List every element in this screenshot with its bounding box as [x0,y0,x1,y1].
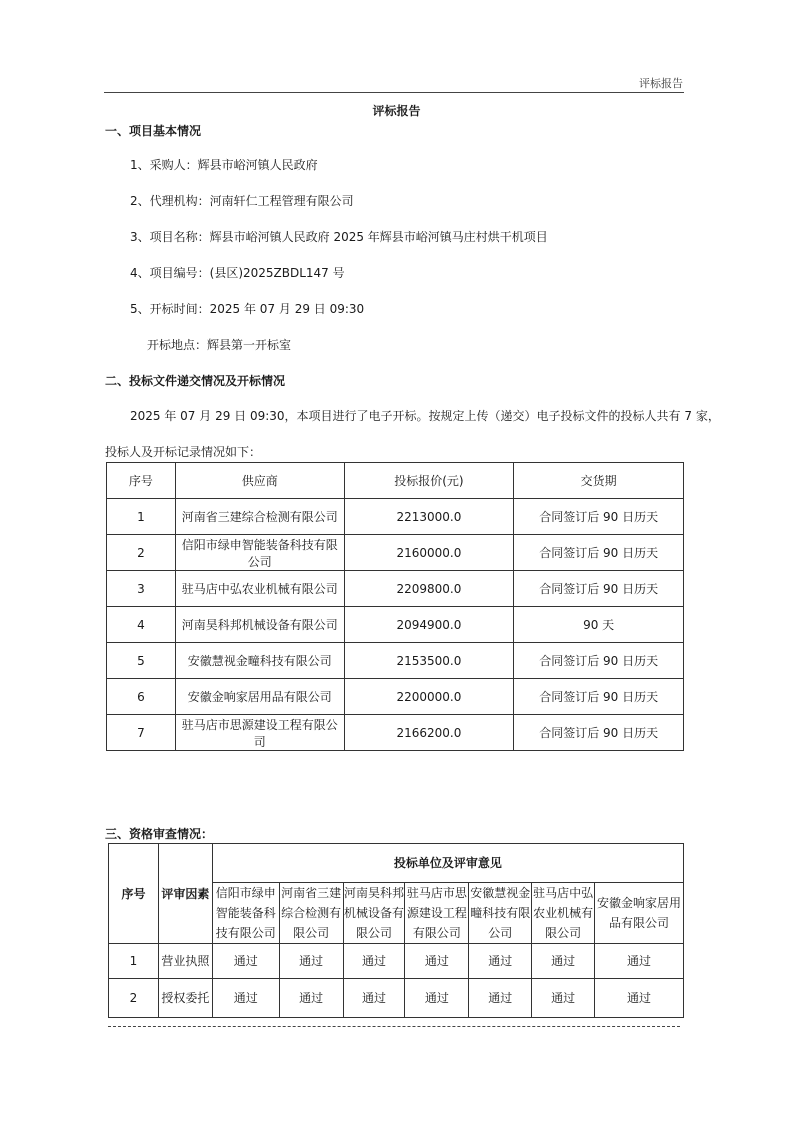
bidder-header: 驻马店中弘农业机械有限公司 [532,883,595,944]
table-row [107,499,684,535]
cell-seq: 1 [107,499,176,535]
table-row [107,643,684,679]
bidder-header: 安徽慧视金疃科技有限公司 [469,883,532,944]
cell-delivery: 合同签订后 90 日历天 [514,715,684,751]
cell-supplier: 驻马店市思源建设工程有限公司 [175,715,344,751]
cell-result: 通过 [469,944,532,979]
cell-delivery: 合同签订后 90 日历天 [514,535,684,571]
cell-result: 通过 [595,979,684,1018]
table-row [107,715,684,751]
section2-heading: 二、投标文件递交情况及开标情况 [105,374,286,388]
header-divider [104,92,684,93]
col-group-header-bidders: 投标单位及评审意见 [212,844,683,883]
agency-line: 2、代理机构：河南轩仁工程管理有限公司 [130,194,354,208]
opening-time-line: 5、开标时间：2025 年 07 月 29 日 09:30 [130,302,365,316]
cell-supplier: 安徽慧视金疃科技有限公司 [175,643,344,679]
cell-result: 通过 [343,944,405,979]
table-header-row [109,844,684,883]
col-header-price: 投标报价(元) [344,463,514,499]
table-row [107,571,684,607]
table-header-row [107,463,684,499]
table-row [107,607,684,643]
col-header-supplier: 供应商 [175,463,344,499]
purchaser-line: 1、采购人：辉县市峪河镇人民政府 [130,158,318,172]
cell-supplier: 信阳市绿申智能装备科技有限公司 [175,535,344,571]
project-number-line: 4、项目编号：(县区)2025ZBDL147 号 [130,266,345,280]
cell-supplier: 安徽金响家居用品有限公司 [175,679,344,715]
cell-seq: 5 [107,643,176,679]
cell-delivery: 合同签订后 90 日历天 [514,643,684,679]
col-header-seq: 序号 [107,463,176,499]
cell-result: 通过 [212,979,279,1018]
cell-price: 2160000.0 [344,535,514,571]
table-row [107,535,684,571]
section2-paragraph: 2025 年 07 月 29 日 09:30，本项目进行了电子开标。按规定上传（递交）电子投标文件的投标人共有 7 家， [130,409,720,423]
table-row [109,944,684,979]
bidder-header: 河南昊科邦机械设备有限公司 [343,883,405,944]
cell-result: 通过 [532,944,595,979]
cell-seq: 1 [109,944,159,979]
cell-result: 通过 [595,944,684,979]
section2-paragraph-continued: 投标人及开标记录情况如下： [105,445,262,459]
qualification-review-table [108,843,684,1018]
col-header-delivery: 交货期 [514,463,684,499]
cell-delivery: 合同签订后 90 日历天 [514,499,684,535]
cell-seq: 2 [107,535,176,571]
bidder-header: 河南省三建综合检测有限公司 [279,883,343,944]
cell-seq: 3 [107,571,176,607]
table-row [107,679,684,715]
section3-heading: 三、资格审查情况： [105,827,214,841]
cell-result: 通过 [343,979,405,1018]
document-title: 评标报告 [372,104,421,118]
cell-result: 通过 [469,979,532,1018]
cell-seq: 6 [107,679,176,715]
table-row [109,979,684,1018]
running-header: 评标报告 [639,77,683,90]
cell-result: 通过 [212,944,279,979]
cell-supplier: 驻马店中弘农业机械有限公司 [175,571,344,607]
cell-price: 2213000.0 [344,499,514,535]
cell-result: 通过 [279,979,343,1018]
cell-supplier: 河南昊科邦机械设备有限公司 [175,607,344,643]
cell-price: 2094900.0 [344,607,514,643]
col-header-seq: 序号 [109,844,159,944]
cell-result: 通过 [532,979,595,1018]
cell-delivery: 90 天 [514,607,684,643]
cell-supplier: 河南省三建综合检测有限公司 [175,499,344,535]
cell-delivery: 合同签订后 90 日历天 [514,679,684,715]
cell-seq: 2 [109,979,159,1018]
col-header-factor: 评审因素 [158,844,212,944]
project-name-line: 3、项目名称：辉县市峪河镇人民政府 2025 年辉县市峪河镇马庄村烘干机项目 [130,230,548,244]
cell-price: 2166200.0 [344,715,514,751]
cell-result: 通过 [279,944,343,979]
cell-price: 2209800.0 [344,571,514,607]
bidder-header: 信阳市绿申智能装备科技有限公司 [212,883,279,944]
cell-result: 通过 [405,944,469,979]
cell-factor: 营业执照 [158,944,212,979]
cell-delivery: 合同签订后 90 日历天 [514,571,684,607]
section1-heading: 一、项目基本情况 [105,124,202,138]
page-bottom-dashed-divider [108,1026,680,1027]
cell-seq: 7 [107,715,176,751]
bidder-header: 驻马店市思源建设工程有限公司 [405,883,469,944]
bidder-header: 安徽金响家居用品有限公司 [595,883,684,944]
opening-location-line: 开标地点：辉县第一开标室 [147,338,292,352]
cell-factor: 授权委托 [158,979,212,1018]
bid-opening-table [106,462,684,751]
cell-price: 2200000.0 [344,679,514,715]
cell-result: 通过 [405,979,469,1018]
cell-seq: 4 [107,607,176,643]
cell-price: 2153500.0 [344,643,514,679]
